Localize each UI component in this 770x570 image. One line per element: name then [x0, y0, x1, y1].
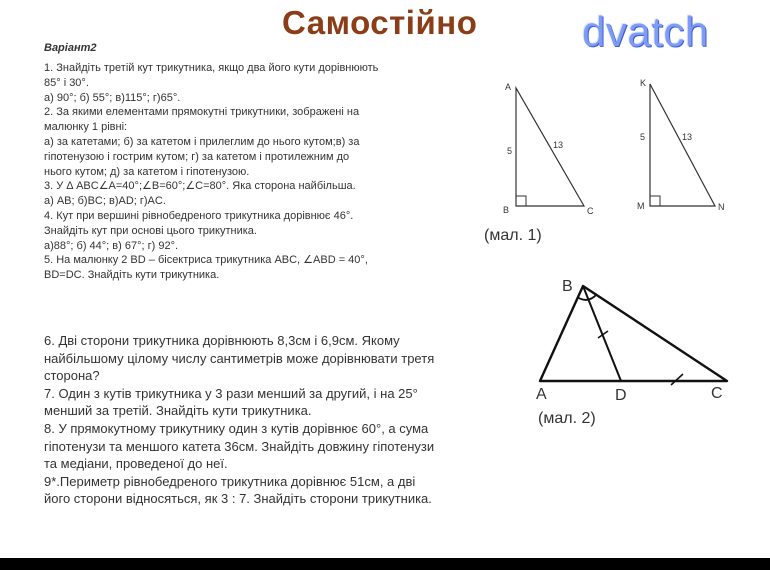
hypotenuse-length-label: 13 [553, 140, 564, 150]
task-line: малюнку 1 рівні: [44, 121, 128, 134]
task-line: BD=DC. Знайдіть кути трикутника. [44, 269, 220, 282]
leg-length-label: 5 [507, 146, 513, 156]
task-line: менший за третій. Знайдіть кути трикутника. [44, 403, 312, 419]
figure-1-caption: (мал. 1) [484, 227, 542, 244]
vertex-c-label: C [587, 206, 594, 216]
task-line: а) AB; б)BC; в)AD; г)AC. [44, 195, 166, 208]
hypotenuse-length-label: 13 [682, 132, 693, 142]
task-line: 3. У Δ ABC∠A=40°;∠B=60°;∠C=80°. Яка сторона найбільша. [44, 180, 356, 193]
task-line: а)88°; б) 44°; в) 67°; г) 92°. [44, 239, 179, 252]
triangle-abc [503, 82, 594, 216]
vertex-b-label: B [562, 278, 573, 295]
vertex-a-label: A [505, 82, 512, 92]
vertex-k-label: K [640, 78, 647, 88]
vertex-d-label: D [615, 387, 627, 404]
tick-mark-dc [671, 374, 683, 385]
vertex-c-label: C [711, 385, 723, 402]
task-line: 5. На малюнку 2 BD – бісектриса трикутника ABC, ∠ABD = 40°, [44, 254, 368, 267]
task-line: 4. Кут при вершині рівнобедреного трикутника дорівнює 46°. [44, 209, 354, 222]
figure-2 [536, 278, 727, 404]
page-title: Самостійно [282, 4, 478, 41]
task-line: 7. Один з кутів трикутника у 3 рази менший за другий, і на 25° [44, 385, 418, 401]
task-line: гіпотенузою і гострим кутом; г) за катетом і протилежним до [44, 150, 350, 163]
vertex-a-label: A [536, 386, 547, 403]
task-line: та медіани, проведеної до неї. [44, 456, 228, 472]
figure-2-caption: (мал. 2) [538, 410, 596, 427]
task-line: 8. У прямокутному трикутнику один з кутів дорівнює 60°, а сума [44, 420, 429, 436]
task-line: сторона? [44, 368, 100, 384]
task-line: 1. Знайдіть третій кут трикутника, якщо два його кути дорівнюють [44, 62, 379, 74]
task-line: найбільшому цілому числу сантиметрів може дорівнювати третя [44, 350, 435, 366]
task-line: 6. Дві сторони трикутника дорівнюють 8,3см і 6,9см. Якому [44, 333, 400, 348]
watermark-logo: dvatch [582, 8, 709, 55]
task-line: Знайдіть кут при основі цього трикутника. [44, 224, 257, 237]
vertex-n-label: N [718, 202, 725, 212]
task-line: нього кутом; д) за катетом і гіпотенузою. [44, 165, 250, 178]
vertex-b-label: B [503, 205, 510, 215]
vertex-m-label: M [637, 201, 645, 211]
variant-heading: Варіант2 [44, 42, 97, 54]
task-line: його сторони відносяться, як 3 : 7. Знайдіть сторони трикутника. [44, 491, 432, 507]
leg-length-label: 5 [640, 132, 646, 142]
task-line: 9*.Периметр рівнобедреного трикутника дорівнює 51см, а дві [44, 473, 416, 489]
task-line: 85° і 30°. [44, 76, 89, 89]
bottom-bar [0, 558, 770, 570]
task-line: а) 90°; б) 55°; в)115°; г)65°. [44, 91, 181, 104]
task-line: а) за катетами; б) за катетом і прилеглим до нього кутом;в) за [44, 135, 360, 148]
task-line: гіпотенузи та меншого катета 36см. Знайдіть довжину гіпотенузи [44, 438, 435, 454]
triangle-kmn [637, 78, 725, 212]
task-line: 2. За якими елементами прямокутні трикутники, зображені на [44, 106, 360, 119]
